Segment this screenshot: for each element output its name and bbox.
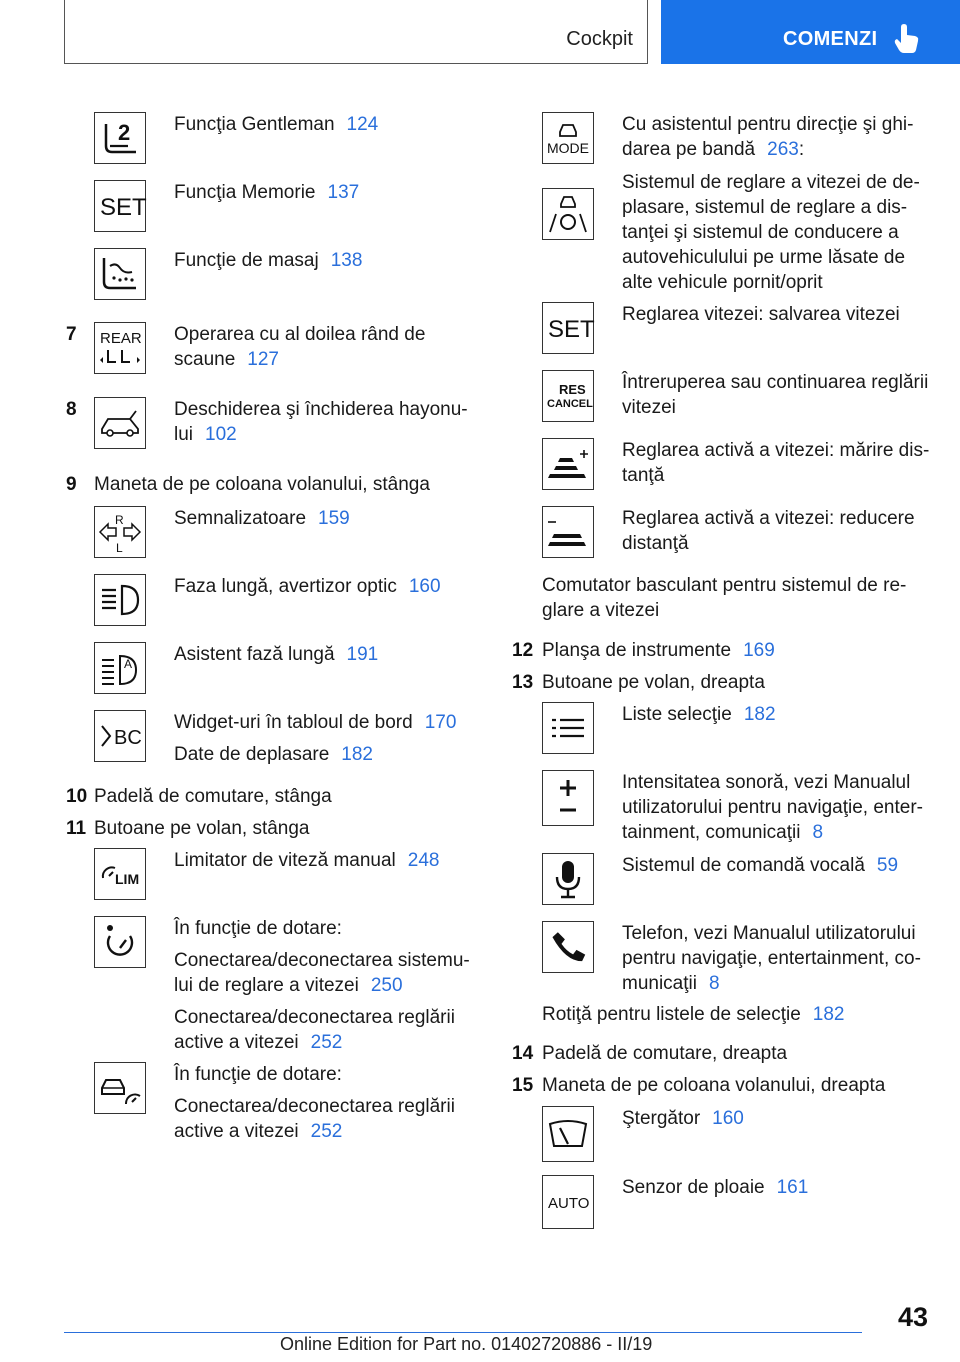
microphone-icon <box>542 853 594 905</box>
list-item-active-cruise: În funcţie de dotare: Conectarea/deconectarea reglării active a vitezei 252 <box>94 1062 455 1151</box>
item-heading: Padelă de comutare, stânga <box>94 786 332 807</box>
page-link[interactable]: 8 <box>708 973 720 994</box>
item-heading: Butoane pe volan, dreapta <box>542 672 765 693</box>
list-item-volume: Intensitatea sonoră, vezi Manualul utilizatorului pentru navigaţie, enter- tainment, comunicaţii 8 <box>542 770 923 852</box>
hand-pointer-icon <box>893 24 921 54</box>
svg-text:AUTO: AUTO <box>548 1195 590 1212</box>
rear-seat-icon <box>94 322 146 374</box>
auto-icon <box>542 1175 594 1229</box>
svg-text:REAR: REAR <box>100 330 142 347</box>
page-link[interactable]: 159 <box>318 508 350 529</box>
page-link[interactable]: 170 <box>424 712 457 733</box>
page-link[interactable]: 59 <box>876 855 899 876</box>
list-item-lim: LIM Limitator de viteză manual 248 <box>94 848 439 900</box>
list-item-bc: BC Widget-uri în tabloul de bord 170 Date de deplasare 182 <box>94 710 456 774</box>
list-item-rear-seats: REAR Operarea cu al doilea rând de scaune 127 <box>94 322 425 379</box>
item-heading: Planşa de instrumente 169 <box>542 640 775 661</box>
item-heading: Butoane pe volan, stânga <box>94 818 310 839</box>
page-link[interactable]: 138 <box>330 250 363 271</box>
list-item-rain-sensor: AUTO Senzor de ploaie 161 <box>542 1175 808 1229</box>
svg-text:LIM: LIM <box>115 871 140 887</box>
list-item-mode: MODE Cu asistentul pentru direcţie şi ghi- darea pe bandă 263: <box>542 112 913 169</box>
list-item-selection-list: Liste selecţie 182 <box>542 702 776 754</box>
list-item-distance-increase: Reglarea activă a vitezei: mărire dis- tanţă <box>542 438 929 495</box>
tailgate-icon <box>94 397 146 449</box>
list-item-high-beam-assist: A Asistent fază lungă 191 <box>94 642 378 694</box>
page-link[interactable]: 248 <box>407 850 440 871</box>
active-cruise-icon <box>94 1062 146 1114</box>
item-number: 10 <box>66 786 88 807</box>
header-tab-comenzi[interactable] <box>661 0 960 64</box>
high-beam-assist-icon <box>94 642 146 694</box>
distance-increase-icon <box>542 438 594 490</box>
svg-text:2: 2 <box>118 120 131 145</box>
item-number: 9 <box>66 474 77 495</box>
item-heading: Padelă de comutare, dreapta <box>542 1043 788 1064</box>
item-heading: Maneta de pe coloana volanului, stânga <box>94 474 430 495</box>
page-number: 43 <box>897 1302 928 1332</box>
page-link[interactable]: 124 <box>346 114 379 135</box>
item-number: 13 <box>512 672 534 693</box>
list-item-res-cancel: RES CANCEL Întreruperea sau continuarea reglării vitezei <box>542 370 928 427</box>
list-item-cruise-control: În funcţie de dotare: Conectarea/deconectarea sistemu- lui de reglare a vitezei 250 Conectarea/deconectarea reglării active a vitezei 252 <box>94 916 470 1062</box>
volume-icon <box>542 770 594 826</box>
page-link[interactable]: 250 <box>370 975 403 996</box>
set-speed-icon <box>542 302 594 354</box>
turn-signal-icon <box>94 506 146 558</box>
list-item-set-speed: SET Reglarea vitezei: salvarea vitezei <box>542 302 900 354</box>
page-link[interactable]: 182 <box>812 1004 845 1025</box>
page-link[interactable]: 160 <box>712 1108 744 1129</box>
page-link[interactable]: 127 <box>247 349 279 370</box>
cruise-control-icon <box>94 916 146 968</box>
page-link[interactable]: 191 <box>346 644 379 665</box>
lim-icon <box>94 848 146 900</box>
page-link[interactable]: 252 <box>310 1121 343 1142</box>
svg-text:RES: RES <box>559 382 586 397</box>
footer-divider <box>64 1332 862 1333</box>
page-link[interactable]: 263 <box>767 139 799 160</box>
list-item-tailgate: Deschiderea şi închiderea hayonu- lui 102 <box>94 397 468 454</box>
svg-text:R: R <box>115 513 124 527</box>
page-link[interactable]: 160 <box>408 576 441 597</box>
massage-icon <box>94 248 146 300</box>
set-icon <box>94 180 146 232</box>
list-item-phone: Telefon, vezi Manualul utilizatorului pentru navigaţie, entertainment, co- municaţii 8 <box>542 921 921 1003</box>
item-number: 8 <box>66 399 77 420</box>
svg-text:A: A <box>124 657 133 671</box>
list-item-memory: SET Funcţia Memorie 137 <box>94 180 359 232</box>
header-section-title: Cockpit <box>566 28 633 50</box>
item-number: 14 <box>512 1043 534 1064</box>
phone-icon <box>542 921 594 973</box>
list-item-massage: Funcţie de masaj 138 <box>94 248 362 300</box>
list-item-assist: Sistemul de reglare a vitezei de de- plasare, sistemul de reglare a dis- tanţei şi sistemul de conducere a autovehiculului pe urme lăsate de alte vehicule pornit/oprit <box>542 170 920 302</box>
steering-assist-icon <box>542 188 594 240</box>
selection-wheel-text: Rotiţă pentru listele de selecţie 182 <box>542 1004 845 1025</box>
header-section-box <box>64 0 648 64</box>
mode-icon <box>542 112 594 164</box>
item-number: 12 <box>512 640 534 661</box>
bc-icon <box>94 710 146 762</box>
svg-text:SET: SET <box>100 194 147 221</box>
item-heading: Maneta de pe coloana volanului, dreapta <box>542 1075 886 1096</box>
list-item-distance-decrease: Reglarea activă a vitezei: reducere distanţă <box>542 506 915 563</box>
page-link[interactable]: 137 <box>327 182 360 203</box>
page-link[interactable]: 102 <box>205 424 237 445</box>
res-cancel-icon <box>542 370 594 422</box>
page-link[interactable]: 182 <box>743 704 776 725</box>
item-number: 15 <box>512 1075 534 1096</box>
page-link[interactable]: 252 <box>310 1032 343 1053</box>
page-link[interactable]: 8 <box>812 822 824 843</box>
seat-2-icon <box>94 112 146 164</box>
list-item-high-beam: Faza lungă, avertizor optic 160 <box>94 574 441 626</box>
item-number: 7 <box>66 324 77 345</box>
svg-text:SET: SET <box>548 316 595 343</box>
list-item-wiper: Ştergător 160 <box>542 1106 744 1162</box>
list-icon <box>542 702 594 754</box>
header-tab-label: COMENZI <box>783 28 878 50</box>
page-link[interactable]: 182 <box>341 744 373 765</box>
high-beam-icon <box>94 574 146 626</box>
list-item-turn-signal: R L Semnalizatoare 159 <box>94 506 350 558</box>
wiper-icon <box>542 1106 594 1162</box>
list-item-voice: Sistemul de comandă vocală 59 <box>542 853 898 905</box>
page-link[interactable]: 169 <box>743 640 775 661</box>
svg-text:MODE: MODE <box>547 140 589 156</box>
rocker-switch-text: Comutator basculant pentru sistemul de re- glare a vitezei <box>542 575 907 621</box>
svg-text:CANCEL: CANCEL <box>547 398 593 410</box>
list-item-gentleman: 2 Funcţia Gentleman 124 <box>94 112 378 164</box>
page-link[interactable]: 161 <box>776 1177 809 1198</box>
item-number: 11 <box>66 818 87 839</box>
svg-text:L: L <box>116 541 123 555</box>
svg-text:BC: BC <box>114 727 142 749</box>
distance-decrease-icon <box>542 506 594 558</box>
footer-edition: Online Edition for Part no. 01402720886 - II/19 <box>280 1334 653 1354</box>
